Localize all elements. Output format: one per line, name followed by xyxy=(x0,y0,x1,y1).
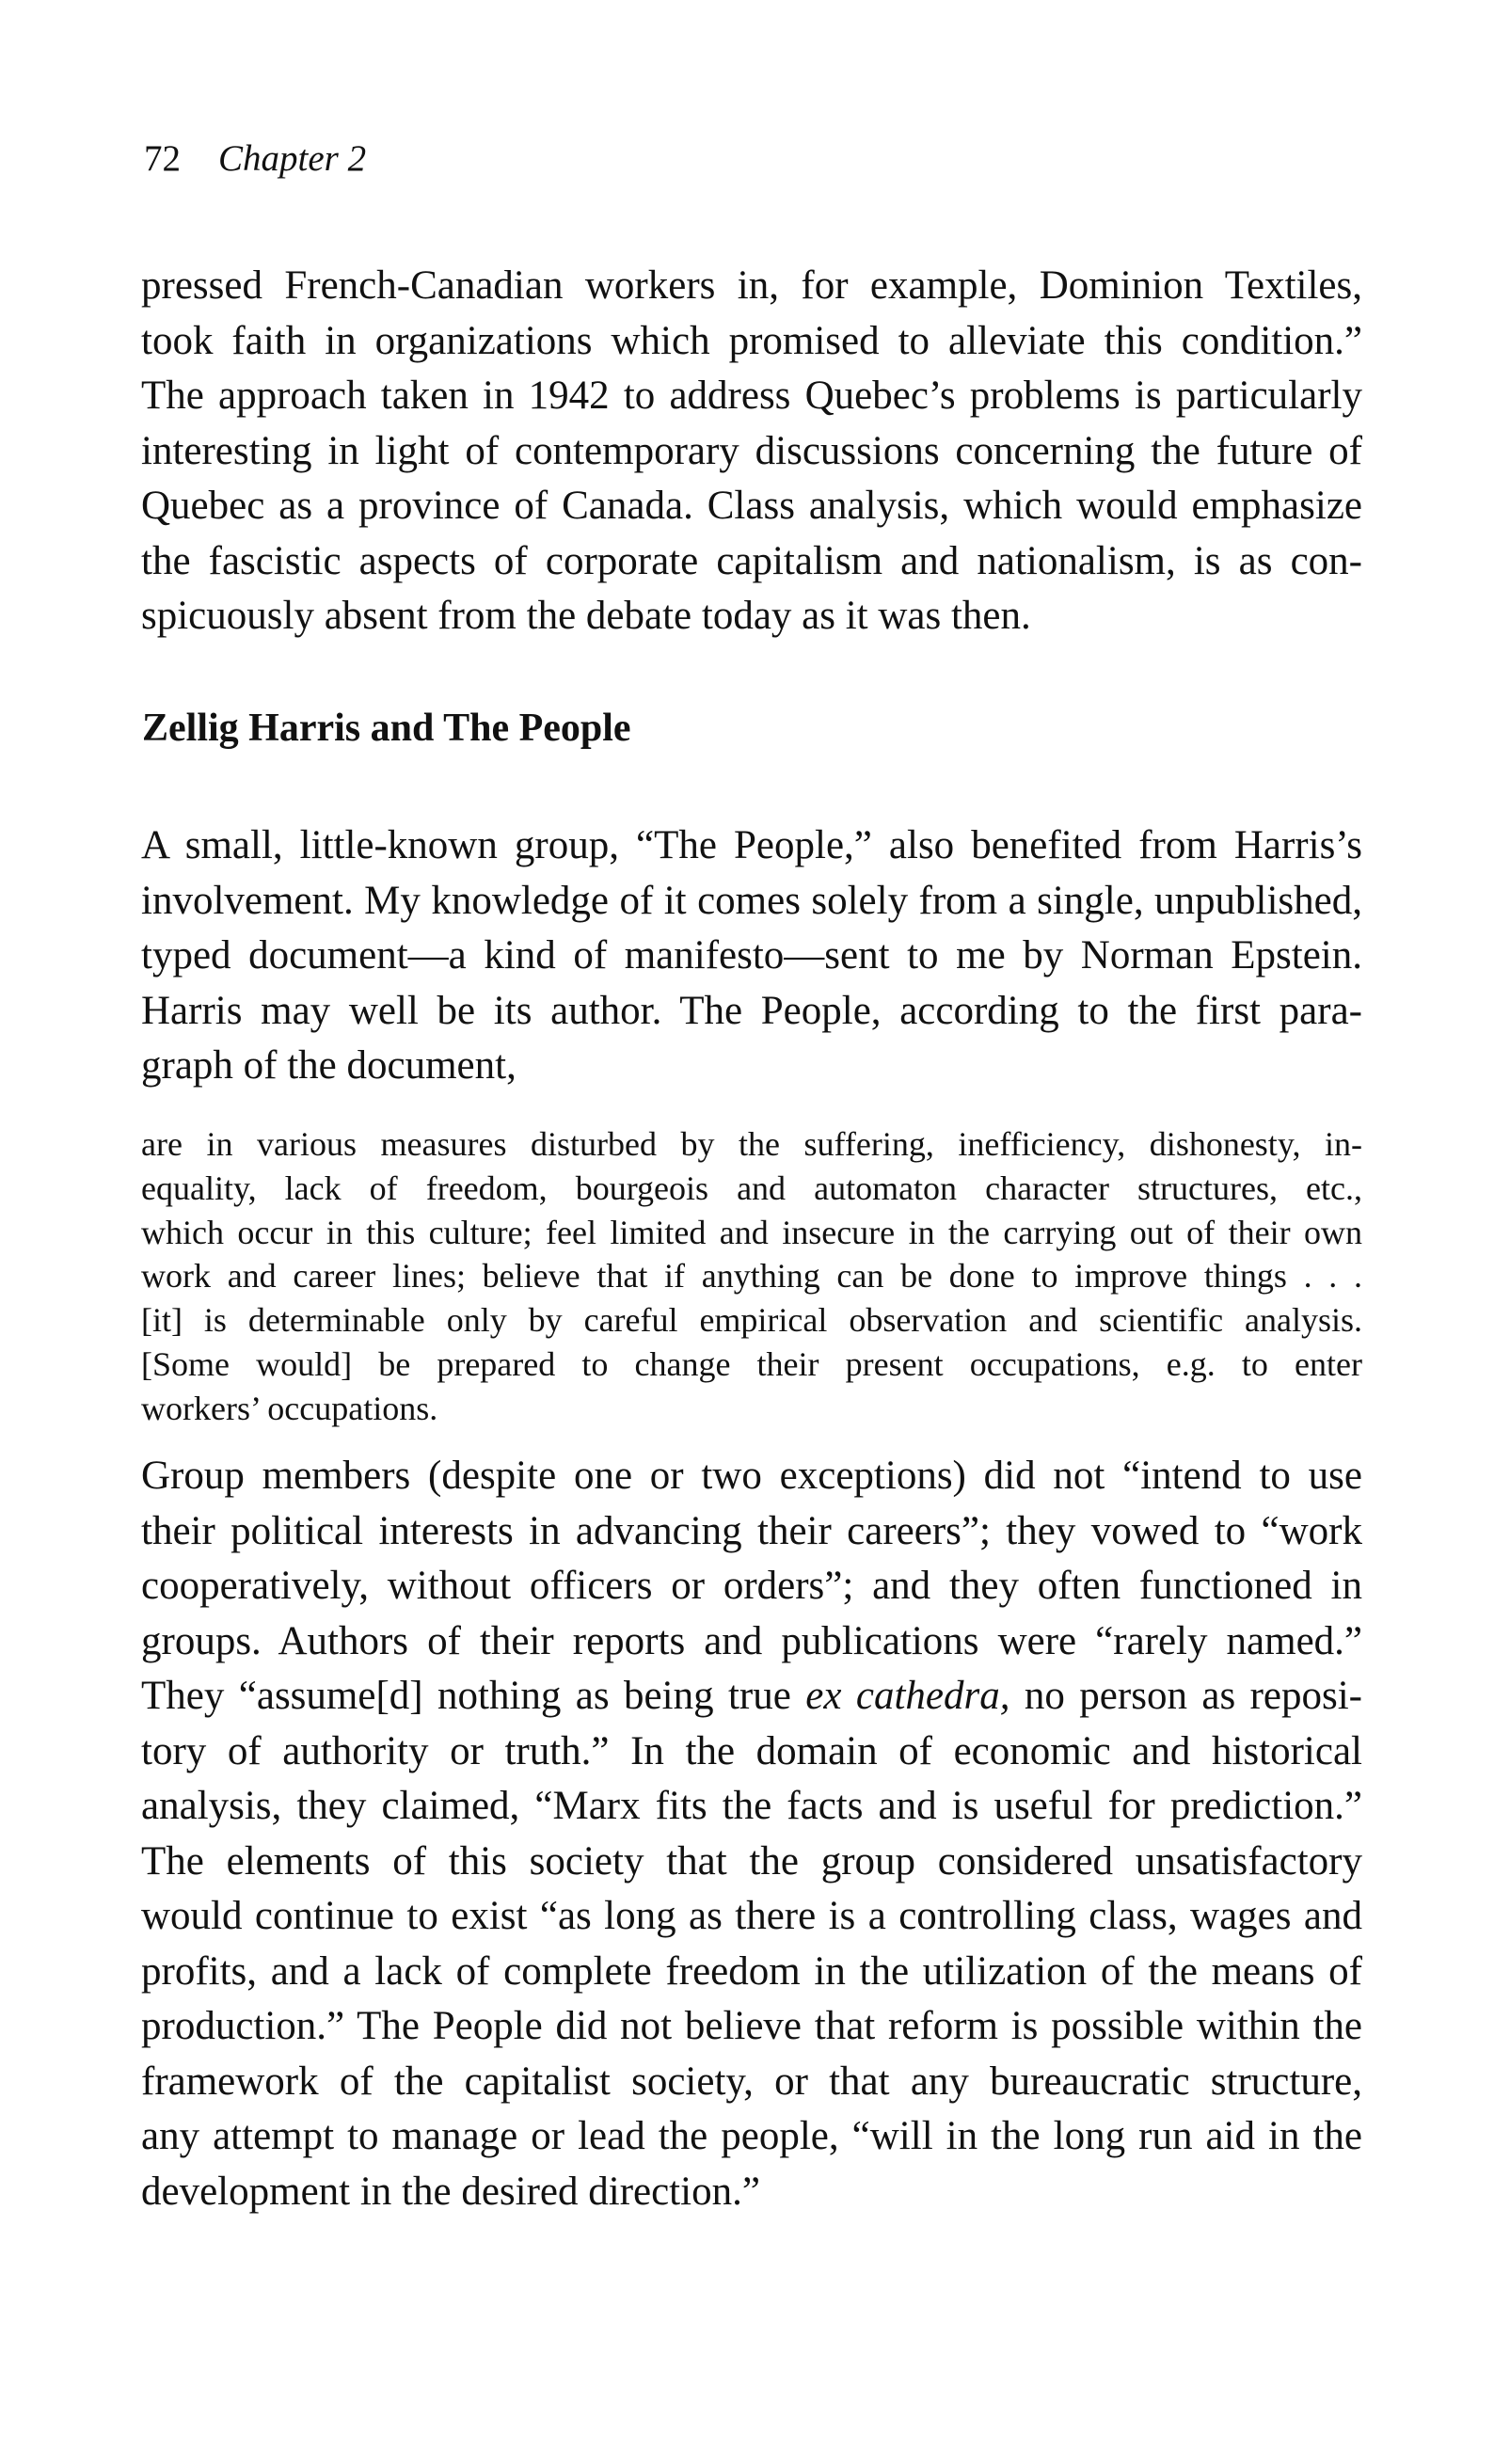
text-line: took faith in organizations which promised to alleviate this condition.” xyxy=(141,318,1362,363)
text-line: The approach taken in 1942 to address Quebec’s problems is particularly xyxy=(141,374,1362,418)
text-line: pressed French-Canadian workers in, for example, Dominion Textiles, xyxy=(141,263,1362,308)
text-line: groups. Authors of their reports and publications were “rarely named.” xyxy=(141,1618,1362,1663)
paragraph-intro xyxy=(141,819,1362,1094)
text-line: development in the desired direction.” xyxy=(141,2169,760,2214)
quote-line: workers’ occupations. xyxy=(141,1389,438,1427)
text-line: would continue to exist “as long as there is a controlling class, wages and xyxy=(141,1894,1362,1938)
text-line: typed document—a kind of manifesto—sent to me by Norman Epstein. xyxy=(141,933,1362,978)
italic-latin-phrase: ex cathedra, xyxy=(805,1674,1010,1718)
text-segment: no person as reposi- xyxy=(1009,1674,1362,1718)
text-line: graph of the document, xyxy=(141,1043,517,1088)
quote-line: [it] is determinable only by careful empirical observation and scientific analysis. xyxy=(141,1301,1362,1340)
text-line: Harris may well be its author. The People, according to the first para- xyxy=(141,988,1362,1033)
text-line: interesting in light of contemporary discussions concerning the future of xyxy=(141,428,1362,473)
text-line: involvement. My knowledge of it comes solely from a single, unpublished, xyxy=(141,878,1362,923)
text-line: Quebec as a province of Canada. Class analysis, which would emphasize xyxy=(141,484,1362,528)
block-quote xyxy=(141,1122,1362,1431)
text-segment: They “assume[d] nothing as being true xyxy=(141,1674,806,1718)
running-head xyxy=(144,136,366,182)
quote-line: are in various measures disturbed by the suffering, inefficiency, dishonesty, in- xyxy=(141,1125,1362,1163)
text-line: The elements of this society that the group considered unsatisfactory xyxy=(141,1838,1362,1884)
text-line: any attempt to manage or lead the people, “will in the long run aid in the xyxy=(141,2114,1362,2158)
text-line-with-italic xyxy=(141,1669,1362,1725)
text-line: tory of authority or truth.” In the domain of economic and historical xyxy=(141,1728,1362,1773)
quote-line: equality, lack of freedom, bourgeois and automaton character structures, etc., xyxy=(141,1168,1362,1207)
text-line: framework of the capitalist society, or that any bureaucratic structure, xyxy=(141,2059,1362,2104)
text-line: Group members (despite one or two exceptions) did not “intend to use xyxy=(141,1454,1362,1498)
text-line: cooperatively, without officers or orders”; and they often functioned in xyxy=(141,1564,1362,1608)
chapter-label: Chapter 2 xyxy=(218,138,367,179)
quote-line: work and career lines; believe that if anything can be done to improve things . . . xyxy=(141,1257,1362,1296)
text-line: their political interests in advancing their careers”; they vowed to “work xyxy=(141,1508,1362,1553)
text-line: spicuously absent from the debate today as it was then. xyxy=(141,594,1031,638)
page-number: 72 xyxy=(144,138,181,179)
paragraph-continued xyxy=(141,259,1362,644)
text-line: profits, and a lack of complete freedom in the utilization of the means of xyxy=(141,1948,1362,1994)
paragraph-group-members xyxy=(141,1449,1362,2219)
quote-line: [Some would] be prepared to change their present occupations, e.g. to enter xyxy=(141,1344,1362,1383)
text-line: production.” The People did not believe that reform is possible within the xyxy=(141,2004,1362,2048)
text-line: A small, little-known group, “The People,” also benefited from Harris’s xyxy=(141,823,1362,867)
quote-line: which occur in this culture; feel limited and insecure in the carrying out of their own xyxy=(141,1213,1362,1251)
section-heading: Zellig Harris and The People xyxy=(142,707,631,750)
text-line: analysis, they claimed, “Marx fits the facts and is useful for prediction.” xyxy=(141,1784,1362,1828)
text-line: the fascistic aspects of corporate capitalism and nationalism, is as con- xyxy=(141,538,1362,583)
